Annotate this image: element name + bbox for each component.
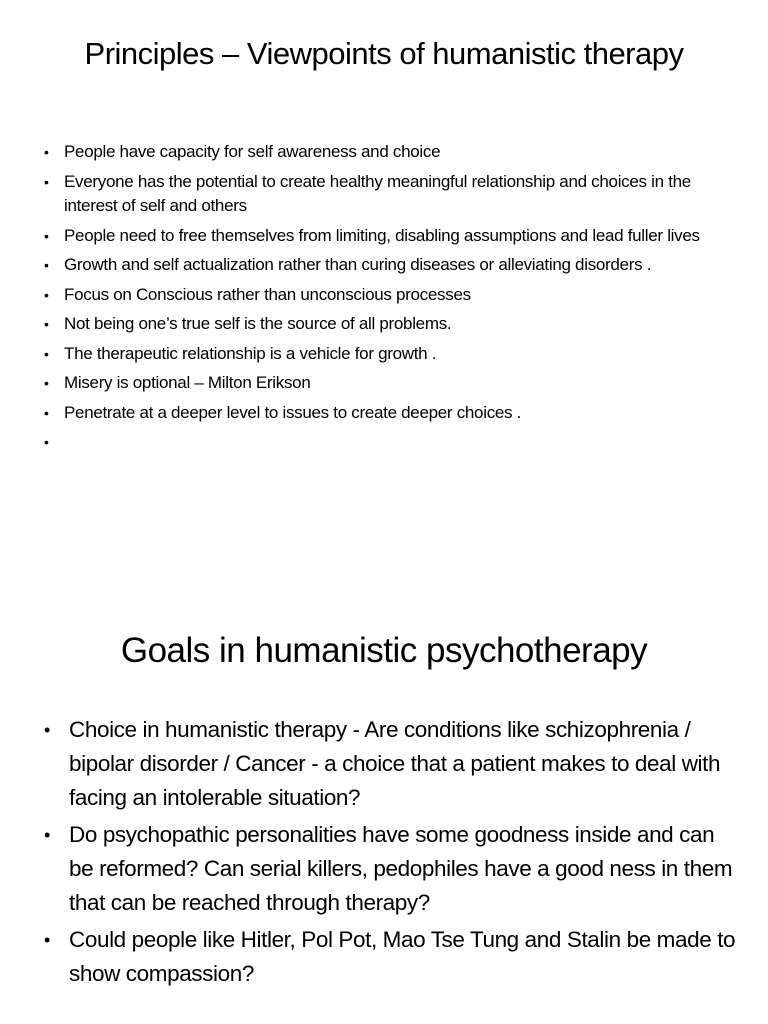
list-item: • The therapeutic relationship is a vehicle for growth .: [44, 342, 734, 367]
list-item: • People have capacity for self awareness and choice: [44, 140, 734, 165]
list-item: • People need to free themselves from limiting, disabling assumptions and lead fuller lives: [44, 224, 734, 249]
bullet-icon: •: [44, 173, 49, 190]
list-item: • Could people like Hitler, Pol Pot, Mao Tse Tung and Stalin be made to show compassion?: [44, 923, 744, 991]
bullet-icon: •: [44, 316, 49, 332]
bullet-icon: •: [44, 286, 49, 303]
bullet-icon: •: [44, 227, 49, 244]
bullet-list: [44, 713, 744, 994]
list-item: • Focus on Conscious rather than unconscious processes: [44, 283, 734, 308]
bullet-icon: •: [44, 375, 49, 391]
list-item: • Not being one’s true self is the source of all problems.: [44, 312, 734, 337]
bullet-icon: •: [44, 144, 49, 160]
list-item: • Choice in humanistic therapy - Are conditions like schizophrenia / bipolar disorder / Cancer - a choice that a patient makes to deal with facing an intolerable situation?: [44, 713, 744, 815]
bullet-icon: •: [44, 404, 49, 421]
list-item: • Misery is optional – Milton Erikson: [44, 371, 734, 396]
bullet-icon: •: [44, 345, 49, 362]
slide-goals: [0, 560, 768, 1024]
bullet-icon: •: [44, 930, 50, 950]
list-item: • Do psychopathic personalities have some goodness inside and can be reformed? Can serial killers, pedophiles have a good ness in them that can be reached through therapy?: [44, 818, 744, 920]
slide-title: Goals in humanistic psychotherapy: [120, 631, 648, 670]
bullet-list: [44, 140, 734, 460]
bullet-icon: •: [44, 825, 50, 845]
bullet-icon: •: [44, 720, 50, 740]
list-item: • Everyone has the potential to create healthy meaningful relationship and choices in the interest of self and others: [44, 171, 691, 215]
bullet-icon: •: [44, 257, 49, 273]
slide-title: Principles – Viewpoints of humanistic therapy: [84, 36, 684, 71]
list-item: • Growth and self actualization rather than curing diseases or alleviating disorders .: [44, 253, 734, 278]
list-item-empty: [44, 430, 734, 455]
bullet-icon: •: [44, 434, 49, 450]
list-item: • Penetrate at a deeper level to issues to create deeper choices .: [44, 401, 734, 426]
